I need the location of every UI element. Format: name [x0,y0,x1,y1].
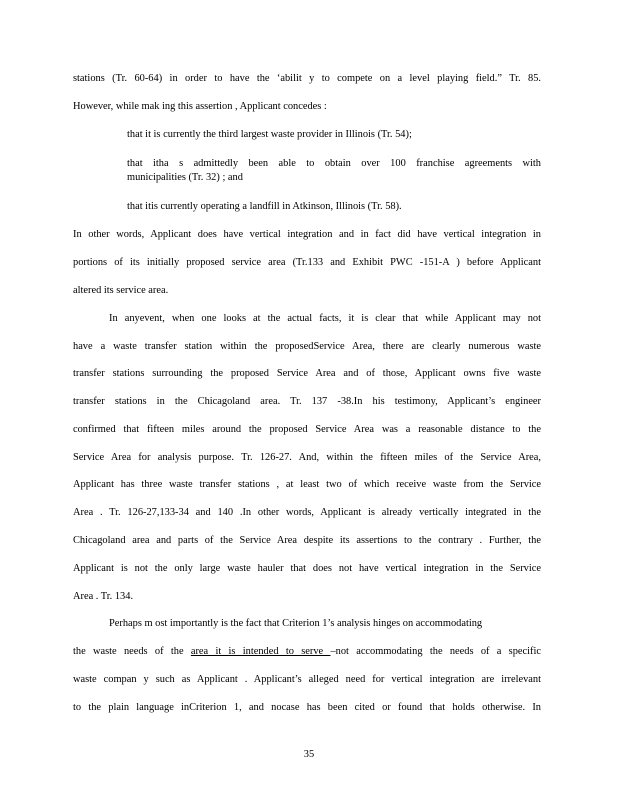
text-line: Area . Tr. 126-27,133-34 and 140 .In other words, Applicant is already vertically integrated in the [73,507,541,518]
text-run: –not accommodating the needs of a specific [330,646,541,657]
text-line: Perhaps m ost importantly is the fact that Criterion 1’s analysis hinges on accommodating [109,618,483,629]
text-line: transfer stations in the Chicagoland area. Tr. 137 -38.In his testimony, Applicant’s engineer [73,396,541,407]
bullet-item-continuation: municipalities (Tr. 32) ; and [127,172,243,183]
text-line: In other words, Applicant does have vertical integration and in fact did have vertical integration in [73,229,541,240]
bullet-item: that itis currently operating a landfill in Atkinson, Illinois (Tr. 58). [127,201,402,212]
text-line: have a waste transfer station within the proposedService Area, there are clearly numerous waste [73,341,541,352]
bullet-item: that it is currently the third largest waste provider in Illinois (Tr. 54); [127,129,412,140]
bullet-item: that itha s admittedly been able to obtain over 100 franchise agreements with [127,158,541,169]
text-line: Area . Tr. 134. [73,591,134,602]
text-line: stations (Tr. 60-64) in order to have the ‘abilit y to compete on a level playing field.” Tr. 85. [73,73,541,84]
text-line: waste compan y such as Applicant . Applicant’s alleged need for vertical integration are irrelevant [73,674,541,685]
text-line: portions of its initially proposed service area (Tr.133 and Exhibit PWC -151-A ) before Applicant [73,257,541,268]
text-line: Applicant has three waste transfer stations , at least two of which receive waste from the Service [73,479,541,490]
text-line: transfer stations surrounding the proposed Service Area and of those, Applicant owns five waste [73,368,541,379]
text-line: Applicant is not the only large waste hauler that does not have vertical integration in the Service [73,563,541,574]
text-run: the waste needs of the [73,646,191,657]
text-line: confirmed that fifteen miles around the proposed Service Area was a reasonable distance to the [73,424,541,435]
text-line: Chicagoland area and parts of the Service Area despite its assertions to the contrary . Further, the [73,535,541,546]
text-line [73,645,541,659]
text-line: altered its service area. [73,285,169,296]
text-line: However, while mak ing this assertion , Applicant concedes : [73,101,327,112]
underlined-text: area it is intended to serve [190,646,331,657]
text-line: to the plain language inCriterion 1, and nocase has been cited or found that holds otherwise. In [73,702,541,713]
text-line: In anyevent, when one looks at the actual facts, it is clear that while Applicant may not [109,313,541,324]
text-line: Service Area for analysis purpose. Tr. 126-27. And, within the fifteen miles of the Service Area, [73,452,541,463]
page-number: 35 [303,749,315,760]
